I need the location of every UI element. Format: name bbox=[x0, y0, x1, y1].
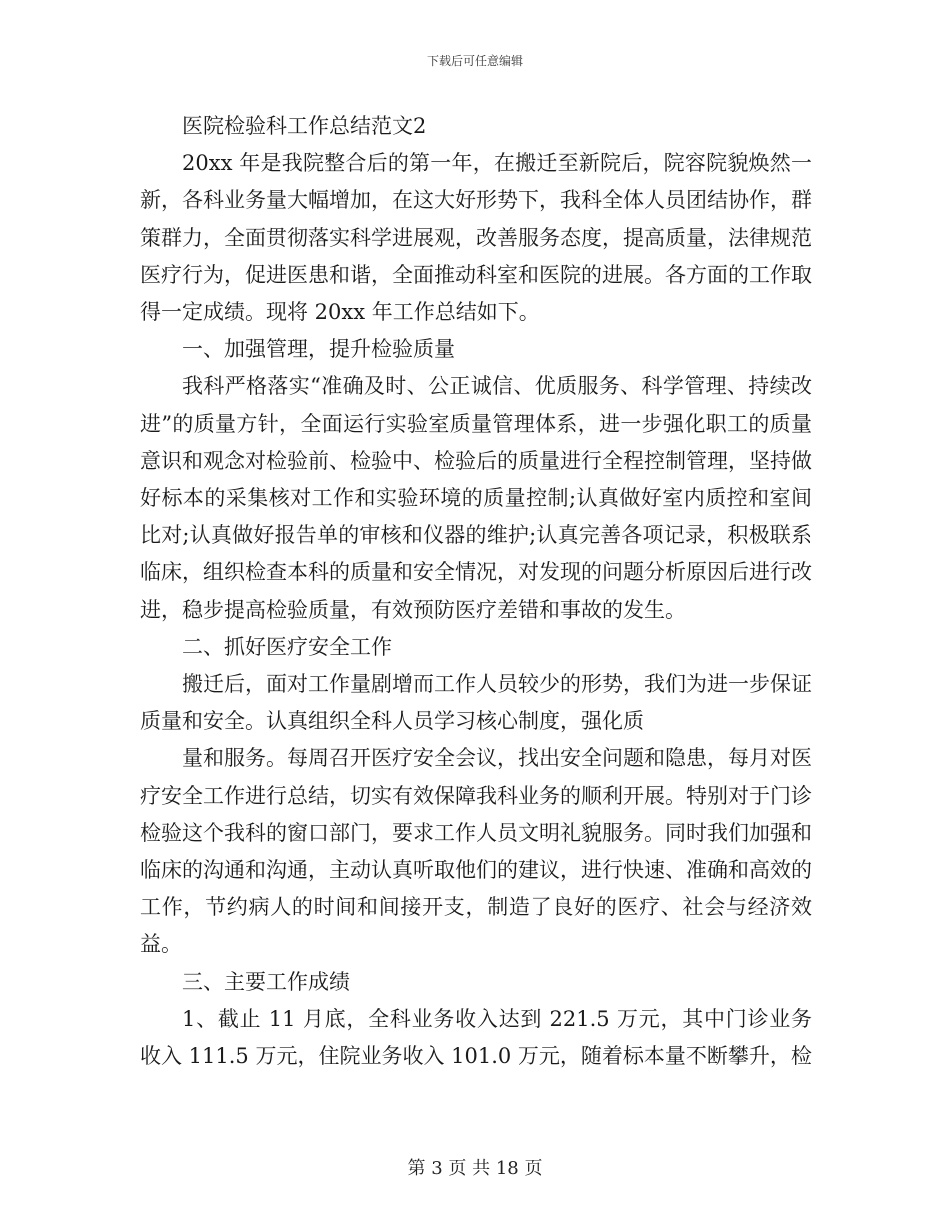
page-header-note: 下载后可任意编辑 bbox=[426, 54, 523, 68]
paragraph-quality: 我科严格落实“准确及时、公正诚信、优质服务、科学管理、持续改进”的质量方针，全面运行实验室质量管理体系，进一步强化职工的质量意识和观念对检验前、检验中、检验后的质量进行全程控制管理，坚持做好标本的采集核对工作和实验环境的质量控制;认真做好室内质控和室间比对;认真做好报告单的审核和仪器的维护;认真完善各项记录，积极联系临床，组织检查本科的质量和安全情况，对发现的问题分析原因后进行改进，稳步提高检验质量，有效预防医疗差错和事故的发生。 bbox=[140, 374, 812, 622]
page-number: 第 3 页 共 18 页 bbox=[407, 1158, 543, 1179]
paragraph-intro: 20xx 年是我院整合后的第一年，在搬迁至新院后，院容院貌焕然一新，各科业务量大幅增加，在这大好形势下，我科全体人员团结协作，群策群力，全面贯彻落实科学进展观，改善服务态度，提高质量，法律规范医疗行为，促进医患和谐，全面推动科室和医院的进展。各方面的工作取得一定成绩。现将 20xx 年工作总结如下。 bbox=[140, 151, 812, 325]
section-heading-1: 一、加强管理，提升检验质量 bbox=[182, 337, 455, 362]
section-heading-2: 二、抓好医疗安全工作 bbox=[182, 634, 392, 659]
paragraph-safety-part2: 量和服务。每周召开医疗安全会议，找出安全问题和隐患，每月对医疗安全工作进行总结，切实有效保障我科业务的顺利开展。特别对于门诊检验这个我科的窗口部门，要求工作人员文明礼貌服务。同时我们加强和临床的沟通和沟通，主动认真听取他们的建议，进行快速、准确和高效的工作，节约病人的时间和间接开支，制造了良好的医疗、社会与经济效益。 bbox=[140, 746, 812, 957]
section-heading-3: 三、主要工作成绩 bbox=[182, 969, 350, 994]
document-title: 医院检验科工作总结范文2 bbox=[182, 114, 427, 138]
document-body bbox=[140, 108, 812, 1075]
paragraph-safety-part1: 搬迁后，面对工作量剧增而工作人员较少的形势，我们为进一步保证质量和安全。认真组织全科人员学习核心制度，强化质 bbox=[140, 672, 812, 734]
paragraph-achievements: 1、截止 11 月底，全科业务收入达到 221.5 万元，其中门诊业务收入 111.5 万元，住院业务收入 101.0 万元，随着标本量不断攀升，检 bbox=[140, 1006, 812, 1069]
